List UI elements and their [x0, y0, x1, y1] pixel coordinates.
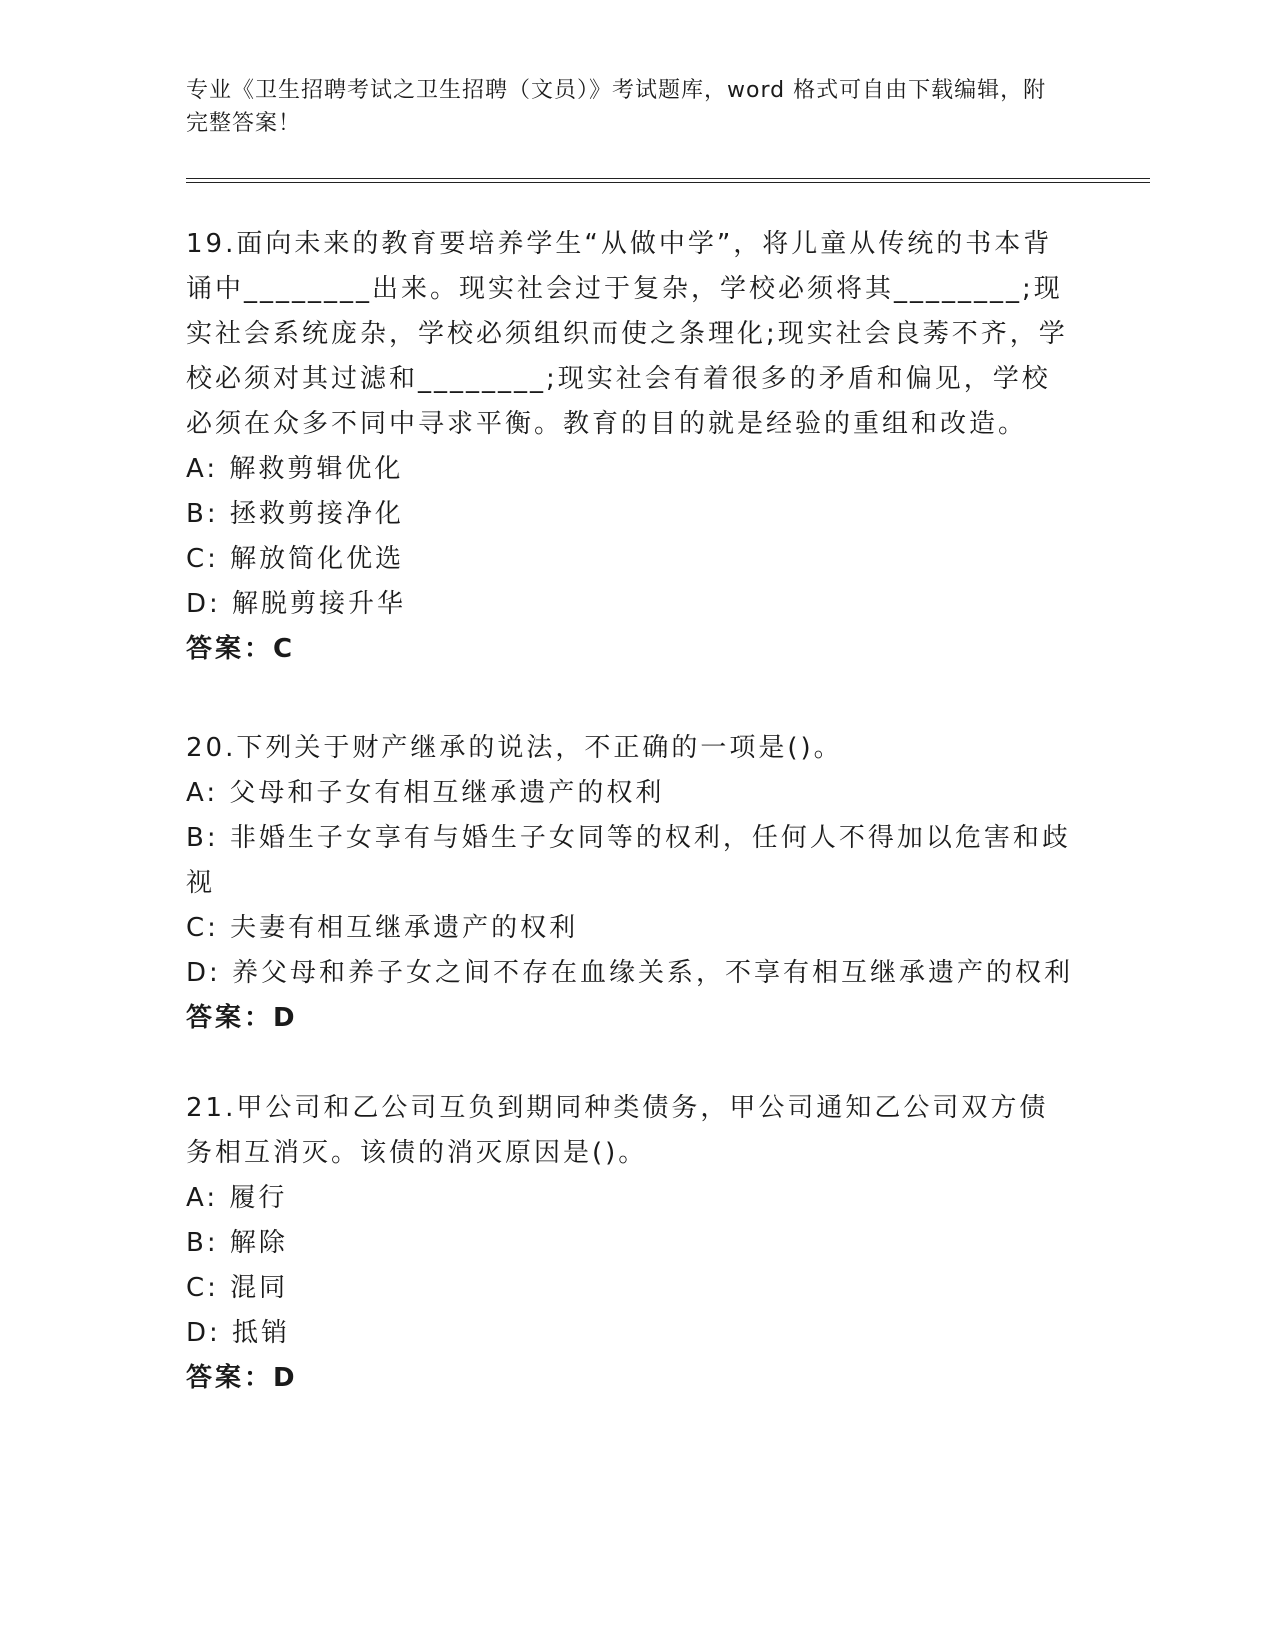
- question-21: [186, 1086, 1076, 1401]
- question-stem: 20.下列关于财产继承的说法，不正确的一项是()。: [186, 733, 843, 763]
- answer: 答案：D: [186, 1003, 298, 1033]
- option-a: A: 履行: [186, 1183, 288, 1213]
- option-a: A: 父母和子女有相互继承遗产的权利: [186, 778, 665, 808]
- header-rule-top: [186, 178, 1150, 179]
- answer: 答案：D: [186, 1363, 298, 1393]
- question-20: [186, 726, 1076, 1041]
- document-header: 专业《卫生招聘考试之卫生招聘（文员）》考试题库，word 格式可自由下载编辑，附完整答案！: [186, 78, 1047, 136]
- question-stem: 21.甲公司和乙公司互负到期同种类债务，甲公司通知乙公司双方债务相互消灭。该债的消灭原因是()。: [186, 1093, 1049, 1168]
- header-rule-bottom: [186, 182, 1150, 183]
- option-c: C: 混同: [186, 1273, 289, 1303]
- option-b: B: 非婚生子女享有与婚生子女同等的权利，任何人不得加以危害和歧视: [186, 823, 1071, 898]
- option-b: B: 解除: [186, 1228, 288, 1258]
- option-d: D: 养父母和养子女之间不存在血缘关系，不享有相互继承遗产的权利: [186, 958, 1074, 988]
- question-stem: 19.面向未来的教育要培养学生“从做中学”，将儿童从传统的书本背诵中________出来。现实社会过于复杂，学校必须将其________;现实社会系统庞杂，学校必须组织而使之条理化;现实社会良莠不齐，学校必须对其过滤和________;现实社会有着很多的矛盾和偏见，学校必须在众多不同中寻求平衡。教育的目的就是经验的重组和改造。: [186, 229, 1068, 439]
- answer: 答案：C: [186, 634, 296, 664]
- question-19: [186, 222, 1076, 672]
- option-a: A: 解救剪辑优化: [186, 454, 404, 484]
- option-b: B: 拯救剪接净化: [186, 499, 404, 529]
- option-c: C: 解放简化优选: [186, 544, 405, 574]
- option-d: D: 解脱剪接升华: [186, 589, 407, 619]
- option-c: C: 夫妻有相互继承遗产的权利: [186, 913, 579, 943]
- option-d: D: 抵销: [186, 1318, 291, 1348]
